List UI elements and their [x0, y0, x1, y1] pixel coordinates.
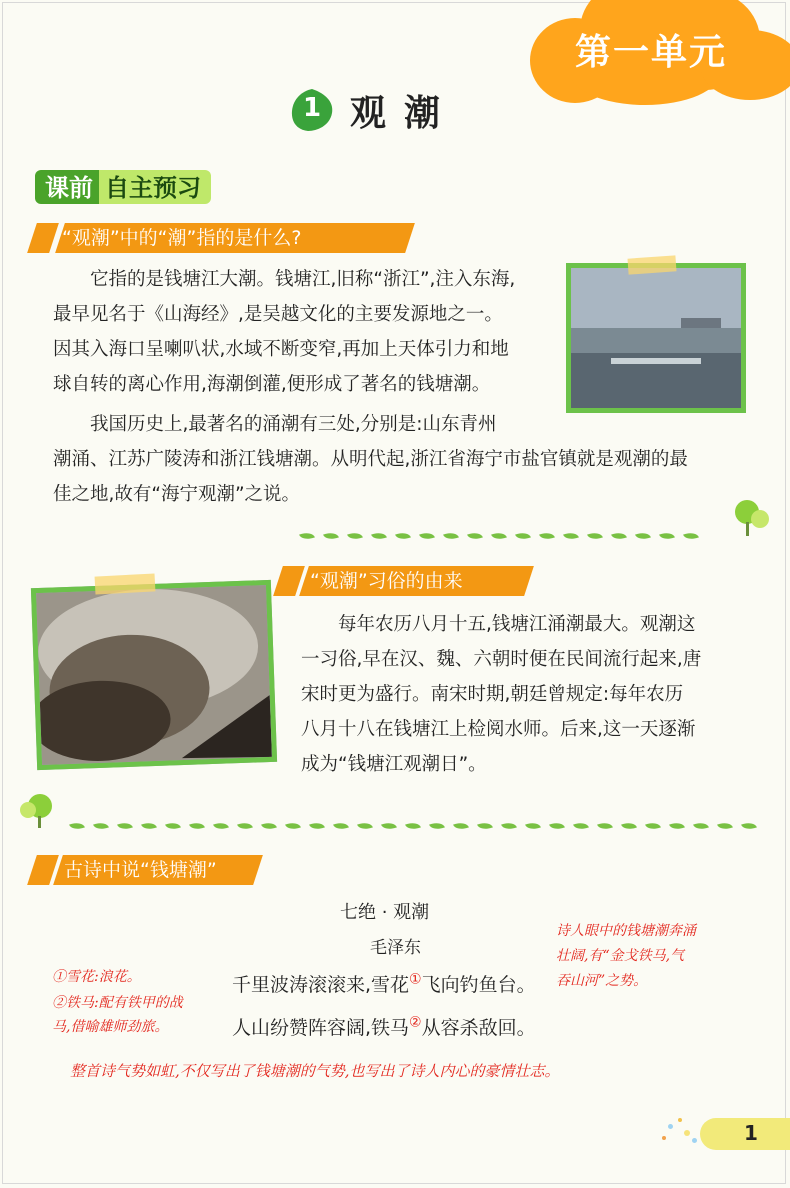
footnote-2-line1: ②铁马:配有铁甲的战: [52, 995, 183, 1011]
leaf-divider-2: [70, 815, 766, 831]
leaf-divider-1: [300, 525, 708, 541]
side-note-line1: 诗人眼中的钱塘潮奔涌: [556, 923, 696, 939]
qiantang-photo-2: [31, 580, 277, 770]
preview-label-part1: 课前: [35, 170, 99, 204]
tree-icon: [24, 790, 64, 830]
side-note-line3: 吞山河”之势。: [556, 973, 648, 989]
section1-para2-line3: 佳之地,故有“海宁观潮”之说。: [53, 484, 301, 505]
section1-para1-line3: 因其入海口呈喇叭状,水域不断变窄,再加上天体引力和地: [53, 339, 509, 360]
unit-title: 第一单元: [575, 32, 728, 73]
lesson-title: 观潮: [350, 92, 459, 134]
section3-heading: 古诗中说“钱塘潮”: [64, 859, 217, 881]
section1-heading: “观潮”中的“潮”指的是什么?: [62, 227, 302, 249]
section1-para2-line1: 我国历史上,最著名的涌潮有三处,分别是:山东青州: [90, 414, 497, 435]
section2-para-line1: 每年农历八月十五,钱塘江涌潮最大。观潮这: [338, 614, 696, 635]
section2-heading: “观潮”习俗的由来: [310, 570, 463, 592]
section2-para-line5: 成为“钱塘江观潮日”。: [301, 754, 487, 775]
section2-header: [278, 566, 528, 596]
section1-header: [32, 223, 412, 253]
poem-title: 七绝 · 观潮: [340, 902, 430, 923]
poem-line-2: 人山纷赞阵容阔,铁马②从容杀敌回。: [232, 1014, 536, 1039]
tape-decoration: [628, 255, 677, 274]
page-number: 1: [744, 1121, 758, 1145]
lesson-number: 1: [302, 93, 322, 123]
section1-para1-line2: 最早见名于《山海经》,是吴越文化的主要发源地之一。: [53, 304, 503, 325]
poem-author: 毛泽东: [370, 938, 421, 958]
side-note-line2: 壮阔,有“金戈铁马,气: [556, 948, 685, 964]
section2-para-line2: 一习俗,早在汉、魏、六朝时便在民间流行起来,唐: [301, 649, 702, 670]
section2-para-line3: 宋时更为盛行。南宋时期,朝廷曾规定:每年农历: [301, 684, 684, 705]
footnote-2-line2: 马,借喻雄师劲旅。: [52, 1019, 169, 1035]
qiantang-photo-1: [566, 263, 746, 413]
tape-decoration: [95, 573, 156, 594]
preview-label-part2: 自主预习: [99, 170, 211, 204]
section1-para1-line4: 球自转的离心作用,海潮倒灌,便形成了著名的钱塘潮。: [53, 374, 491, 395]
lesson-number-badge: [288, 87, 336, 133]
section1-para2-line2: 潮涌、江苏广陵涛和浙江钱塘潮。从明代起,浙江省海宁市盐官镇就是观潮的最: [53, 449, 688, 470]
section1-para1-line1: 它指的是钱塘江大潮。钱塘江,旧称“浙江”,注入东海,: [90, 269, 516, 290]
preview-label: [35, 170, 211, 204]
tree-icon: [735, 498, 775, 538]
footnote-1: ①雪花:浪花。: [52, 969, 141, 985]
section3-header: [32, 855, 260, 885]
poem-line-1: 千里波涛滚滚来,雪花①飞向钓鱼台。: [232, 971, 536, 996]
section2-para-line4: 八月十八在钱塘江上检阅水师。后来,这一天逐渐: [301, 719, 696, 740]
summary-note: 整首诗气势如虹,不仅写出了钱塘潮的气势,也写出了诗人内心的豪情壮志。: [70, 1062, 560, 1080]
